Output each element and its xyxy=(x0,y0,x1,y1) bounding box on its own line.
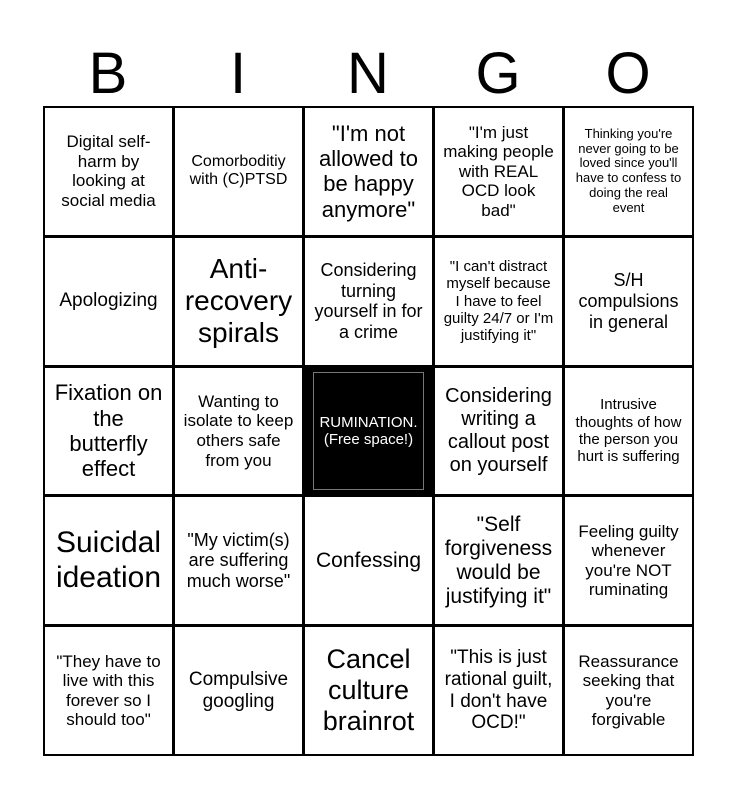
header-letter-o: O xyxy=(605,41,651,106)
bingo-cell[interactable]: S/H compulsions in general xyxy=(565,238,692,365)
bingo-cell[interactable]: "I can't distract myself because I have to feel guilty 24/7 or I'm justifying it" xyxy=(435,238,562,365)
header-letter-i: I xyxy=(229,41,247,106)
bingo-cell[interactable]: "This is just rational guilt, I don't have OCD!" xyxy=(435,627,562,754)
header-letter-b: B xyxy=(88,41,128,106)
bingo-cell[interactable]: Suicidal ideation xyxy=(45,497,172,624)
bingo-cell[interactable]: Reassurance seeking that you're forgivable xyxy=(565,627,692,754)
bingo-cell[interactable]: "I'm not allowed to be happy anymore" xyxy=(305,108,432,235)
bingo-cell[interactable]: "I'm just making people with REAL OCD look bad" xyxy=(435,108,562,235)
free-space-label: RUMINATION. (Free space!) xyxy=(313,372,424,491)
bingo-cell[interactable]: Considering writing a callout post on yourself xyxy=(435,368,562,495)
bingo-cell[interactable]: Comorboditiy with (C)PTSD xyxy=(175,108,302,235)
bingo-cell[interactable]: Thinking you're never going to be loved since you'll have to confess to doing the real event xyxy=(565,108,692,235)
header-letter-n: N xyxy=(347,41,389,106)
bingo-cell[interactable]: Feeling guilty whenever you're NOT ruminating xyxy=(565,497,692,624)
bingo-cell[interactable]: Compulsive googling xyxy=(175,627,302,754)
bingo-cell[interactable]: "My victim(s) are suffering much worse" xyxy=(175,497,302,624)
bingo-cell[interactable]: Wanting to isolate to keep others safe from you xyxy=(175,368,302,495)
bingo-board xyxy=(43,106,694,756)
bingo-cell[interactable]: Confessing xyxy=(305,497,432,624)
free-space-cell[interactable] xyxy=(305,368,432,495)
header-letter-g: G xyxy=(475,41,521,106)
bingo-cell[interactable]: Digital self-harm by looking at social media xyxy=(45,108,172,235)
bingo-cell[interactable]: "They have to live with this forever so I should too" xyxy=(45,627,172,754)
bingo-cell[interactable]: "Self forgiveness would be justifying it" xyxy=(435,497,562,624)
bingo-header xyxy=(43,40,693,108)
bingo-cell[interactable]: Intrusive thoughts of how the person you hurt is suffering xyxy=(565,368,692,495)
bingo-cell[interactable]: Anti-recovery spirals xyxy=(175,238,302,365)
bingo-cell[interactable]: Fixation on the butterfly effect xyxy=(45,368,172,495)
bingo-cell[interactable]: Considering turning yourself in for a crime xyxy=(305,238,432,365)
bingo-cell[interactable]: Apologizing xyxy=(45,238,172,365)
bingo-cell[interactable]: Cancel culture brainrot xyxy=(305,627,432,754)
